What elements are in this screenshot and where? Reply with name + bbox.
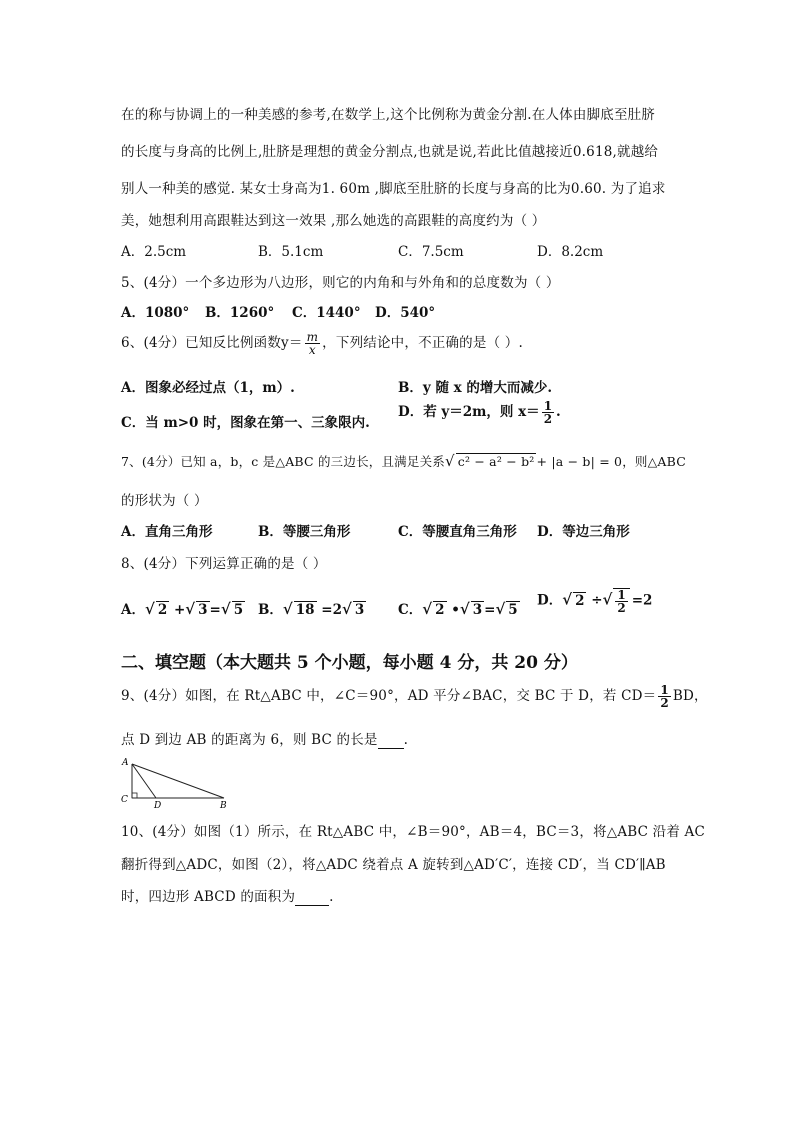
- q4-option-c: C．7.5cm: [398, 244, 464, 260]
- right-angle-mark: [132, 793, 137, 798]
- q6-d-num: 1: [543, 399, 553, 413]
- q8-a-op: +: [173, 602, 186, 618]
- q6-stem: [121, 331, 523, 356]
- radical-sign-icon: √: [342, 600, 352, 618]
- q9-line-2-text: 点 D 到边 AB 的距离为 6，则 BC 的长是: [121, 732, 378, 748]
- q8-option-c: [398, 598, 520, 618]
- q4-option-d: D．8.2cm: [537, 244, 604, 260]
- q5-option-b: B．1260°: [205, 305, 275, 321]
- q7-option-a: A．直角三角形: [121, 524, 213, 540]
- q10-line-1: 10、(4分）如图（1）所示，在 Rt△ABC 中，∠B＝90°，AB＝4，BC＝3，将△ABC 沿着 AC: [121, 824, 706, 840]
- q4-line-2: 的长度与身高的比例上,肚脐是理想的黄金分割点,也就是说,若此比值越接近0.618,就越给: [121, 144, 659, 160]
- q5-option-c: C．1440°: [292, 305, 361, 321]
- q4-line-4: 美，她想利用高跟鞋达到这一效果 ,那么她选的高跟鞋的高度约为（ ）: [121, 213, 546, 229]
- radical-sign-icon: √: [144, 600, 155, 618]
- q6-option-b: B．y 随 x 的增大而减少.: [398, 380, 553, 396]
- q8-b-rad2: 3: [354, 602, 365, 618]
- radical-sign-icon: √: [602, 590, 613, 609]
- q7-stem-text: 7、(4分）已知 a，b，c 是△ABC 的三边长，且满足关系: [121, 454, 445, 469]
- q6-d-den: 2: [543, 412, 553, 426]
- q7-line-2: 的形状为（ ）: [121, 493, 208, 509]
- q6-option-c: C．当 m>0 时，图象在第一、三象限内.: [121, 415, 370, 431]
- q7-option-d: D．等边三角形: [537, 524, 630, 540]
- q7-stem-tail: ，则△ABC: [622, 454, 687, 469]
- q8-a-rad1: 2: [157, 602, 168, 618]
- q9-line-1-tail: BD，: [672, 688, 708, 704]
- q8-b-rad1: 18: [295, 602, 315, 618]
- radical-sign-icon: √: [422, 600, 433, 618]
- side-ab: [132, 764, 224, 798]
- q9-fraction: [658, 684, 671, 709]
- q8-b-eq: =2: [321, 602, 342, 618]
- vertex-label-d: D: [154, 801, 162, 810]
- q6-frac-den: x: [308, 343, 316, 357]
- q4-option-b: B．5.1cm: [258, 244, 324, 260]
- q8-d-den: 2: [617, 601, 626, 615]
- q5-option-d: D．540°: [375, 305, 436, 321]
- q6-frac-num: m: [306, 330, 319, 344]
- q7-abs-part: + |a − b| = 0: [536, 454, 623, 469]
- q8-option-b: [258, 598, 366, 618]
- q9-frac-num: 1: [660, 683, 669, 697]
- radical-sign-icon: √: [459, 600, 470, 618]
- q6-option-d-text: D．若 y＝2m，则 x＝: [398, 404, 540, 420]
- q6-option-d: [398, 400, 561, 425]
- q5-option-a: A．1080°: [121, 305, 190, 321]
- q9-line-1: [121, 684, 708, 709]
- q10-line-3-text: 时，四边形 ABCD 的面积为: [121, 889, 296, 905]
- q8-c-eq: =: [484, 602, 496, 618]
- q8-a-eq: =: [209, 602, 221, 618]
- q10-line-3-end: .: [329, 889, 334, 905]
- q8-c-rad3: 5: [508, 602, 518, 618]
- q8-c-label: C．: [398, 602, 423, 618]
- q8-d-rad1: 2: [575, 592, 585, 609]
- answer-blank[interactable]: [295, 889, 329, 906]
- radical-sign-icon: √: [282, 600, 293, 618]
- q7-option-b: B．等腰三角形: [258, 524, 351, 540]
- q8-option-a: [121, 598, 245, 618]
- q8-c-op: •: [451, 602, 460, 618]
- q10-line-2: 翻折得到△ADC，如图（2），将△ADC 绕着点 A 旋转到△AD′C′，连接 CD′，当 CD′∥AB: [121, 857, 666, 873]
- q9-line-2-end: .: [403, 732, 409, 748]
- q4-option-a: A．2.5cm: [121, 244, 187, 260]
- q8-d-fraction: [613, 588, 629, 614]
- q8-d-num: 1: [617, 588, 626, 602]
- q4-line-1: 在的称与协调上的一种美感的参考,在数学上,这个比例称为黄金分割.在人体由脚底至肚脐: [121, 107, 656, 123]
- q5-stem: 5、(4分）一个多边形为八边形，则它的内角和与外角和的总度数为（ ）: [121, 275, 560, 291]
- q8-a-rad2: 3: [198, 602, 208, 618]
- q7-option-c: C．等腰直角三角形: [398, 524, 517, 540]
- q9-line-1-text: 9、(4分）如图，在 Rt△ABC 中，∠C＝90°，AD 平分∠BAC，交 BC 于 D，若 CD＝: [121, 688, 657, 704]
- q10-line-3: [121, 885, 334, 906]
- q8-b-label: B．: [258, 602, 283, 618]
- q7-stem: [121, 452, 686, 470]
- q8-c-rad2: 3: [472, 602, 483, 618]
- q8-d-op: ÷: [591, 592, 603, 609]
- radical-sign-icon: √: [495, 600, 506, 618]
- q9-line-2: [121, 728, 408, 749]
- q6-option-d-fraction: [542, 400, 554, 425]
- q8-c-rad1: 2: [435, 602, 445, 618]
- q9-frac-den: 2: [660, 696, 669, 710]
- vertex-label-b: B: [220, 801, 227, 810]
- q8-d-label: D．: [537, 592, 563, 609]
- q6-stem-tail: ，下列结论中，不正确的是（ ）.: [322, 335, 523, 351]
- section-heading: 二、填空题（本大题共 5 个小题，每小题 4 分，共 20 分）: [121, 653, 578, 673]
- q8-a-rad3: 5: [233, 602, 244, 618]
- q8-d-eq: =2: [631, 592, 653, 609]
- vertex-label-a: A: [122, 758, 129, 768]
- q6-option-a: A．图象必经过点（1，m）.: [121, 380, 295, 396]
- q7-radicand: c² − a² − b²: [457, 454, 535, 469]
- q8-a-label: A．: [121, 602, 145, 618]
- vertex-label-c: C: [121, 795, 128, 805]
- radical-sign-icon: √: [444, 452, 455, 470]
- q4-line-3: 别人一种美的感觉. 某女士身高为1. 60m ,脚底至肚脐的长度与身高的比为0.60. 为了追求: [121, 181, 666, 197]
- q6-stem-text: 6、(4分）已知反比例函数y＝: [121, 335, 303, 351]
- radical-sign-icon: √: [562, 590, 573, 609]
- triangle-figure: [118, 755, 238, 810]
- radical-sign-icon: √: [220, 600, 231, 618]
- q6-fraction: [305, 331, 321, 356]
- q8-stem: 8、(4分）下列运算正确的是（ ）: [121, 556, 327, 572]
- q8-option-d: [537, 588, 652, 614]
- radical-sign-icon: √: [185, 600, 196, 618]
- answer-blank[interactable]: [378, 732, 404, 749]
- q6-option-d-tail: .: [556, 404, 561, 420]
